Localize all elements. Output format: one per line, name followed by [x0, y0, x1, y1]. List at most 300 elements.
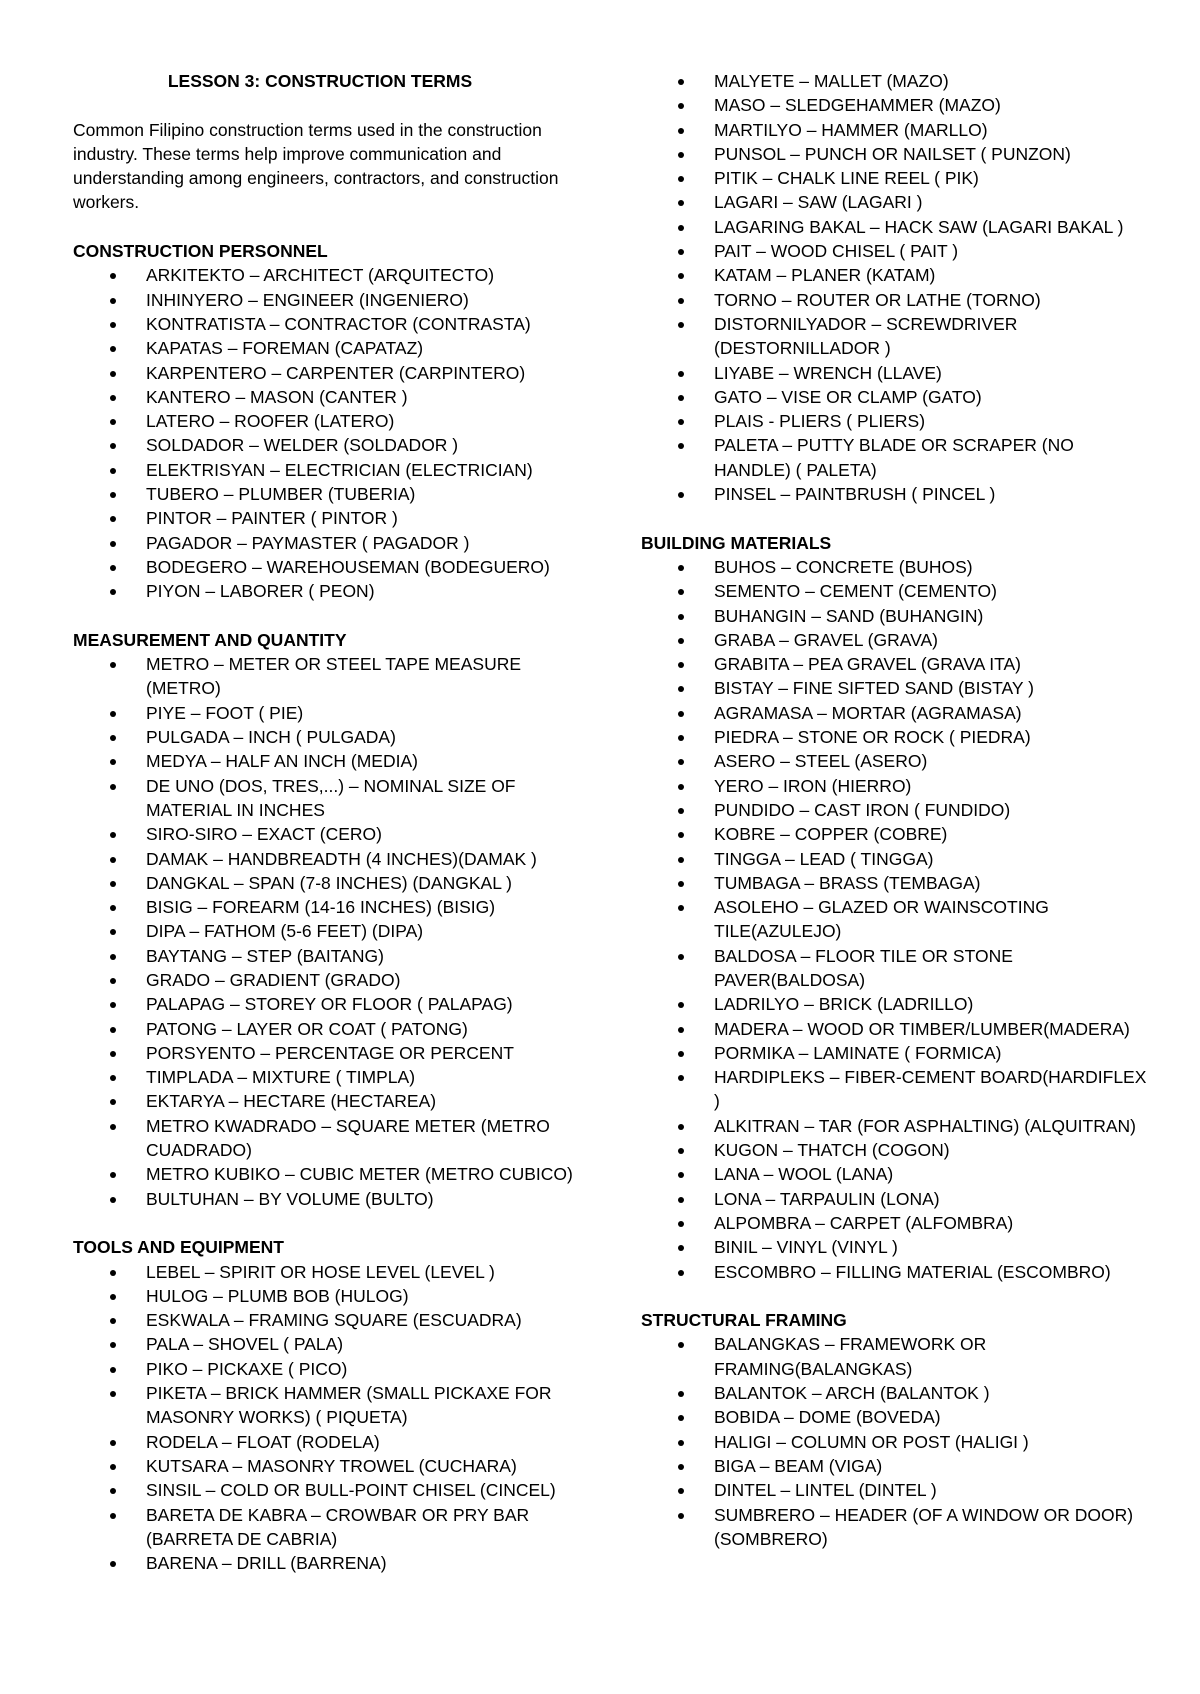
bullet-icon: [678, 492, 684, 498]
bullet-icon: [678, 176, 684, 182]
list-item: [73, 579, 593, 603]
list-item: [641, 1260, 1151, 1284]
bullet-icon: [678, 881, 684, 887]
list-item: [73, 1065, 593, 1089]
list-item: [73, 458, 593, 482]
term-text: ALKITRAN – TAR (FOR ASPHALTING) (ALQUITRAN): [714, 1115, 1137, 1136]
list-item: [641, 215, 1151, 239]
list-item: [73, 847, 593, 871]
list-item: [73, 1162, 593, 1186]
section-building-materials: [641, 531, 1151, 1284]
list-item: [641, 1041, 1151, 1065]
list-item: [641, 118, 1151, 142]
list-item: [73, 1284, 593, 1308]
bullet-icon: [678, 371, 684, 377]
list-item: [641, 142, 1151, 166]
list-item: [641, 725, 1151, 749]
bullet-icon: [678, 103, 684, 109]
term-text: TUMBAGA – BRASS (TEMBAGA): [714, 872, 981, 893]
term-text: PUNDIDO – CAST IRON ( FUNDIDO): [714, 799, 1011, 820]
bullet-icon: [110, 759, 116, 765]
term-text: ASERO – STEEL (ASERO): [714, 751, 928, 772]
list-item: [73, 1454, 593, 1478]
bullet-icon: [678, 614, 684, 620]
section-heading: TOOLS AND EQUIPMENT: [73, 1237, 284, 1258]
list-item: [641, 1114, 1151, 1138]
bullet-icon: [678, 298, 684, 304]
term-text: METRO KUBIKO – CUBIC METER (METRO CUBICO): [146, 1164, 573, 1185]
bullet-icon: [678, 954, 684, 960]
term-text: PALAPAG – STOREY OR FLOOR ( PALAPAG): [146, 994, 513, 1015]
term-text: PORMIKA – LAMINATE ( FORMICA): [714, 1042, 1002, 1063]
bullet-icon: [110, 565, 116, 571]
bullet-icon: [110, 905, 116, 911]
bullet-icon: [110, 1342, 116, 1348]
bullet-icon: [678, 419, 684, 425]
list-item: [73, 1041, 593, 1065]
term-text: ESKWALA – FRAMING SQUARE (ESCUADRA): [146, 1310, 522, 1331]
list-item: [641, 1162, 1151, 1186]
list-item: [73, 361, 593, 385]
term-text: TINGGA – LEAD ( TINGGA): [714, 848, 934, 869]
term-text: BAYTANG – STEP (BAITANG): [146, 945, 384, 966]
bullet-icon: [110, 1270, 116, 1276]
section-heading: BUILDING MATERIALS: [641, 532, 832, 553]
list-item: [641, 652, 1151, 676]
term-text: AGRAMASA – MORTAR (AGRAMASA): [714, 702, 1022, 723]
list-item: [641, 992, 1151, 1016]
bullet-icon: [110, 1075, 116, 1081]
bullet-icon: [110, 1099, 116, 1105]
list-item: [641, 1332, 1151, 1381]
term-list: [73, 263, 593, 603]
bullet-icon: [678, 1002, 684, 1008]
term-text: LANA – WOOL (LANA): [714, 1164, 894, 1185]
list-item: [641, 190, 1151, 214]
term-text: GRADO – GRADIENT (GRADO): [146, 969, 401, 990]
list-item: [641, 895, 1151, 944]
bullet-icon: [678, 1245, 684, 1251]
list-item: [641, 774, 1151, 798]
list-item: [641, 822, 1151, 846]
term-text: GATO – VISE OR CLAMP (GATO): [714, 386, 982, 407]
list-item: [73, 774, 593, 823]
bullet-icon: [678, 1270, 684, 1276]
bullet-icon: [110, 711, 116, 717]
list-item: [73, 1114, 593, 1163]
bullet-icon: [110, 298, 116, 304]
list-item: [73, 1430, 593, 1454]
bullet-icon: [678, 79, 684, 85]
section-heading: STRUCTURAL FRAMING: [641, 1310, 847, 1331]
bullet-icon: [110, 1513, 116, 1519]
bullet-icon: [678, 1415, 684, 1421]
term-text: YERO – IRON (HIERRO): [714, 775, 912, 796]
term-text: BIGA – BEAM (VIGA): [714, 1455, 883, 1476]
list-item: [73, 701, 593, 725]
bullet-icon: [678, 1197, 684, 1203]
term-text: DIPA – FATHOM (5-6 FEET) (DIPA): [146, 921, 424, 942]
term-text: ASOLEHO – GLAZED OR WAINSCOTING TILE(AZULEJO): [714, 897, 1049, 942]
bullet-icon: [110, 443, 116, 449]
bullet-icon: [110, 541, 116, 547]
term-text: LAGARI – SAW (LAGARI ): [714, 192, 923, 213]
bullet-icon: [678, 1342, 684, 1348]
left-column: [73, 69, 593, 1575]
bullet-icon: [110, 395, 116, 401]
term-text: KOBRE – COPPER (COBRE): [714, 824, 948, 845]
bullet-icon: [110, 1318, 116, 1324]
bullet-icon: [678, 443, 684, 449]
list-item: [73, 968, 593, 992]
bullet-icon: [678, 200, 684, 206]
term-text: BINIL – VINYL (VINYL ): [714, 1237, 898, 1258]
term-text: BUHOS – CONCRETE (BUHOS): [714, 556, 973, 577]
list-item: [73, 1332, 593, 1356]
list-item: [641, 628, 1151, 652]
bullet-icon: [110, 1367, 116, 1373]
list-item: [73, 1551, 593, 1575]
bullet-icon: [110, 784, 116, 790]
bullet-icon: [678, 808, 684, 814]
list-item: [641, 1405, 1151, 1429]
section-heading: MEASUREMENT AND QUANTITY: [73, 629, 347, 650]
bullet-icon: [678, 565, 684, 571]
term-text: PULGADA – INCH ( PULGADA): [146, 727, 396, 748]
term-text: METRO KWADRADO – SQUARE METER (METRO CUADRADO): [146, 1115, 550, 1161]
list-item: [73, 944, 593, 968]
term-text: TIMPLADA – MIXTURE ( TIMPLA): [146, 1067, 416, 1088]
bullet-icon: [110, 1051, 116, 1057]
term-text: MARTILYO – HAMMER (MARLLO): [714, 119, 988, 140]
term-text: PAGADOR – PAYMASTER ( PAGADOR ): [146, 532, 470, 553]
list-item: [641, 1138, 1151, 1162]
bullet-icon: [110, 346, 116, 352]
section-construction-personnel: [73, 239, 593, 603]
bullet-icon: [110, 881, 116, 887]
list-item: [73, 555, 593, 579]
bullet-icon: [110, 1002, 116, 1008]
term-text: PAIT – WOOD CHISEL ( PAIT ): [714, 241, 959, 262]
bullet-icon: [110, 273, 116, 279]
bullet-icon: [110, 1124, 116, 1130]
section-measurement-and-quantity: [73, 628, 593, 1211]
term-text: ELEKTRISYAN – ELECTRICIAN (ELECTRICIAN): [146, 459, 533, 480]
term-text: ALPOMBRA – CARPET (ALFOMBRA): [714, 1212, 1014, 1233]
term-text: KUTSARA – MASONRY TROWEL (CUCHARA): [146, 1455, 517, 1476]
bullet-icon: [678, 1148, 684, 1154]
list-item: [73, 1089, 593, 1113]
list-item: [641, 1381, 1151, 1405]
bullet-icon: [678, 1027, 684, 1033]
list-item: [73, 312, 593, 336]
bullet-icon: [110, 1440, 116, 1446]
bullet-icon: [110, 1464, 116, 1470]
term-text: PIYON – LABORER ( PEON): [146, 581, 375, 602]
term-text: PALA – SHOVEL ( PALA): [146, 1334, 344, 1355]
list-item: [73, 725, 593, 749]
bullet-icon: [678, 225, 684, 231]
bullet-icon: [110, 1561, 116, 1567]
term-text: BALDOSA – FLOOR TILE OR STONE PAVER(BALDOSA): [714, 945, 1013, 990]
term-text: BARENA – DRILL (BARRENA): [146, 1553, 387, 1574]
term-text: SINSIL – COLD OR BULL-POINT CHISEL (CINCEL): [146, 1480, 556, 1501]
list-item: [641, 482, 1151, 506]
list-item: [73, 992, 593, 1016]
list-item: [641, 701, 1151, 725]
bullet-icon: [678, 128, 684, 134]
bullet-icon: [110, 662, 116, 668]
term-text: LONA – TARPAULIN (LONA): [714, 1188, 940, 1209]
list-item: [73, 1357, 593, 1381]
list-item: [641, 433, 1151, 482]
term-text: ESCOMBRO – FILLING MATERIAL (ESCOMBRO): [714, 1261, 1111, 1282]
bullet-icon: [678, 395, 684, 401]
term-text: BALANGKAS – FRAMEWORK OR FRAMING(BALANGKAS): [714, 1334, 987, 1379]
term-text: BALANTOK – ARCH (BALANTOK ): [714, 1383, 990, 1404]
list-item: [73, 531, 593, 555]
right-column: [641, 69, 1151, 1551]
bullet-icon: [110, 954, 116, 960]
term-list: [641, 69, 1151, 506]
bullet-icon: [678, 1221, 684, 1227]
bullet-icon: [678, 1051, 684, 1057]
term-text: TUBERO – PLUMBER (TUBERIA): [146, 484, 416, 505]
term-text: DAMAK – HANDBREADTH (4 INCHES)(DAMAK ): [146, 848, 537, 869]
term-text: HARDIPLEKS – FIBER-CEMENT BOARD(HARDIFLEX ): [714, 1067, 1147, 1112]
bullet-icon: [110, 978, 116, 984]
term-text: PALETA – PUTTY BLADE OR SCRAPER (NO HANDLE) ( PALETA): [714, 435, 1074, 480]
list-item: [73, 1503, 593, 1552]
bullet-icon: [678, 1172, 684, 1178]
bullet-icon: [678, 784, 684, 790]
term-text: BISTAY – FINE SIFTED SAND (BISTAY ): [714, 678, 1034, 699]
term-text: KARPENTERO – CARPENTER (CARPINTERO): [146, 362, 526, 383]
term-text: BODEGERO – WAREHOUSEMAN (BODEGUERO): [146, 556, 550, 577]
bullet-icon: [678, 1513, 684, 1519]
bullet-icon: [678, 905, 684, 911]
list-item: [73, 288, 593, 312]
list-item: [641, 1454, 1151, 1478]
intro-paragraph: Common Filipino construction terms used in the construction industry. These terms help improve communication and understanding among engineers, contractors, and construction workers.: [73, 119, 559, 213]
list-item: [641, 1065, 1151, 1114]
term-text: BISIG – FOREARM (14-16 INCHES) (BISIG): [146, 897, 496, 918]
bullet-icon: [110, 371, 116, 377]
term-text: MEDYA – HALF AN INCH (MEDIA): [146, 751, 418, 772]
term-text: EKTARYA – HECTARE (HECTAREA): [146, 1091, 437, 1112]
term-text: SUMBRERO – HEADER (OF A WINDOW OR DOOR) (SOMBRERO): [714, 1504, 1134, 1549]
list-item: [641, 555, 1151, 579]
list-item: [641, 847, 1151, 871]
list-item: [73, 1308, 593, 1332]
term-text: PITIK – CHALK LINE REEL ( PIK): [714, 168, 979, 189]
list-item: [73, 822, 593, 846]
list-item: [641, 288, 1151, 312]
list-item: [73, 263, 593, 287]
term-text: PINSEL – PAINTBRUSH ( PINCEL ): [714, 484, 996, 505]
bullet-icon: [678, 857, 684, 863]
term-text: LADRILYO – BRICK (LADRILLO): [714, 994, 974, 1015]
list-item: [73, 506, 593, 530]
term-text: BUHANGIN – SAND (BUHANGIN): [714, 605, 984, 626]
bullet-icon: [678, 759, 684, 765]
list-item: [73, 1478, 593, 1502]
term-text: DANGKAL – SPAN (7-8 INCHES) (DANGKAL ): [146, 872, 512, 893]
bullet-icon: [110, 832, 116, 838]
bullet-icon: [678, 589, 684, 595]
list-item: [641, 579, 1151, 603]
list-item: [641, 239, 1151, 263]
bullet-icon: [678, 1464, 684, 1470]
bullet-icon: [678, 735, 684, 741]
list-item: [73, 1381, 593, 1430]
bullet-icon: [110, 1294, 116, 1300]
list-item: [641, 1430, 1151, 1454]
list-item: [73, 871, 593, 895]
bullet-icon: [678, 686, 684, 692]
term-text: PLAIS - PLIERS ( PLIERS): [714, 411, 926, 432]
bullet-icon: [678, 1124, 684, 1130]
term-text: KUGON – THATCH (COGON): [714, 1140, 950, 1161]
term-text: DE UNO (DOS, TRES,...) – NOMINAL SIZE OF MATERIAL IN INCHES: [146, 775, 516, 820]
list-item: [641, 1478, 1151, 1502]
term-text: LAGARING BAKAL – HACK SAW (LAGARI BAKAL ): [714, 216, 1124, 237]
list-item: [641, 749, 1151, 773]
list-item: [641, 944, 1151, 993]
bullet-icon: [110, 1488, 116, 1494]
term-text: BARETA DE KABRA – CROWBAR OR PRY BAR (BARRETA DE CABRIA): [146, 1504, 530, 1549]
term-list: [73, 1260, 593, 1576]
bullet-icon: [110, 322, 116, 328]
list-item: [641, 93, 1151, 117]
bullet-icon: [678, 273, 684, 279]
term-text: LEBEL – SPIRIT OR HOSE LEVEL (LEVEL ): [146, 1261, 495, 1282]
list-item: [641, 871, 1151, 895]
term-text: METRO – METER OR STEEL TAPE MEASURE (METRO): [146, 654, 522, 699]
term-text: PIKO – PICKAXE ( PICO): [146, 1358, 348, 1379]
section-tools-and-equipment: [73, 1235, 593, 1575]
list-item: [73, 919, 593, 943]
bullet-icon: [678, 1440, 684, 1446]
bullet-icon: [110, 468, 116, 474]
bullet-icon: [678, 1391, 684, 1397]
section-structural-framing: [641, 1308, 1151, 1551]
list-item: [641, 604, 1151, 628]
list-item: [73, 336, 593, 360]
bullet-icon: [110, 929, 116, 935]
term-text: PIEDRA – STONE OR ROCK ( PIEDRA): [714, 727, 1031, 748]
list-item: [641, 1235, 1151, 1259]
list-item: [641, 1211, 1151, 1235]
term-text: TORNO – ROUTER OR LATHE (TORNO): [714, 289, 1041, 310]
bullet-icon: [678, 662, 684, 668]
bullet-icon: [110, 1391, 116, 1397]
term-text: RODELA – FLOAT (RODELA): [146, 1431, 380, 1452]
section-tools-and-equipment-continued: [641, 69, 1151, 506]
bullet-icon: [110, 735, 116, 741]
bullet-icon: [678, 711, 684, 717]
list-item: [641, 1503, 1151, 1552]
bullet-icon: [110, 1027, 116, 1033]
bullet-icon: [678, 638, 684, 644]
term-text: BULTUHAN – BY VOLUME (BULTO): [146, 1188, 434, 1209]
term-list: [641, 1332, 1151, 1551]
bullet-icon: [678, 832, 684, 838]
list-item: [641, 361, 1151, 385]
term-text: PUNSOL – PUNCH OR NAILSET ( PUNZON): [714, 143, 1071, 164]
term-text: SOLDADOR – WELDER (SOLDADOR ): [146, 435, 459, 456]
term-text: MALYETE – MALLET (MAZO): [714, 71, 949, 91]
term-text: DISTORNILYADOR – SCREWDRIVER (DESTORNILLADOR ): [714, 313, 1018, 359]
term-text: HULOG – PLUMB BOB (HULOG): [146, 1285, 409, 1306]
section-heading: CONSTRUCTION PERSONNEL: [73, 241, 328, 262]
list-item: [73, 749, 593, 773]
term-text: KANTERO – MASON (CANTER ): [146, 386, 408, 407]
term-text: LATERO – ROOFER (LATERO): [146, 411, 395, 432]
term-text: SIRO-SIRO – EXACT (CERO): [146, 824, 382, 845]
bullet-icon: [110, 516, 116, 522]
term-text: KATAM – PLANER (KATAM): [714, 265, 936, 286]
list-item: [641, 69, 1151, 93]
term-text: HALIGI – COLUMN OR POST (HALIGI ): [714, 1431, 1029, 1452]
bullet-icon: [678, 1075, 684, 1081]
list-item: [641, 798, 1151, 822]
list-item: [73, 482, 593, 506]
term-text: ARKITEKTO – ARCHITECT (ARQUITECTO): [146, 265, 495, 286]
list-item: [641, 312, 1151, 361]
bullet-icon: [678, 1488, 684, 1494]
term-text: BOBIDA – DOME (BOVEDA): [714, 1407, 941, 1428]
bullet-icon: [678, 152, 684, 158]
term-text: SEMENTO – CEMENT (CEMENTO): [714, 581, 997, 602]
bullet-icon: [110, 1197, 116, 1203]
list-item: [641, 1187, 1151, 1211]
term-list: [641, 555, 1151, 1284]
list-item: [73, 1260, 593, 1284]
list-item: [73, 409, 593, 433]
term-text: PATONG – LAYER OR COAT ( PATONG): [146, 1018, 468, 1039]
list-item: [641, 1017, 1151, 1041]
term-text: KONTRATISTA – CONTRACTOR (CONTRASTA): [146, 313, 531, 334]
term-text: GRABITA – PEA GRAVEL (GRAVA ITA): [714, 654, 1021, 675]
bullet-icon: [110, 419, 116, 425]
list-item: [641, 409, 1151, 433]
list-item: [73, 1017, 593, 1041]
list-item: [641, 263, 1151, 287]
list-item: [73, 433, 593, 457]
term-text: PORSYENTO – PERCENTAGE OR PERCENT: [146, 1042, 514, 1063]
term-text: MADERA – WOOD OR TIMBER/LUMBER(MADERA): [714, 1018, 1130, 1039]
list-item: [641, 676, 1151, 700]
list-item: [641, 166, 1151, 190]
list-item: [73, 1187, 593, 1211]
term-text: LIYABE – WRENCH (LLAVE): [714, 362, 942, 383]
term-text: DINTEL – LINTEL (DINTEL ): [714, 1480, 937, 1501]
bullet-icon: [110, 492, 116, 498]
page-title: LESSON 3: CONSTRUCTION TERMS: [167, 71, 473, 91]
bullet-icon: [110, 589, 116, 595]
term-text: GRABA – GRAVEL (GRAVA): [714, 629, 938, 650]
term-text: PIKETA – BRICK HAMMER (SMALL PICKAXE FOR MASONRY WORKS) ( PIQUETA): [146, 1383, 552, 1428]
list-item: [641, 385, 1151, 409]
bullet-icon: [110, 1172, 116, 1178]
list-item: [73, 385, 593, 409]
list-item: [73, 895, 593, 919]
term-text: MASO – SLEDGEHAMMER (MAZO): [714, 95, 1001, 116]
bullet-icon: [678, 249, 684, 255]
term-text: PIYE – FOOT ( PIE): [146, 702, 304, 723]
term-text: KAPATAS – FOREMAN (CAPATAZ): [146, 338, 424, 359]
